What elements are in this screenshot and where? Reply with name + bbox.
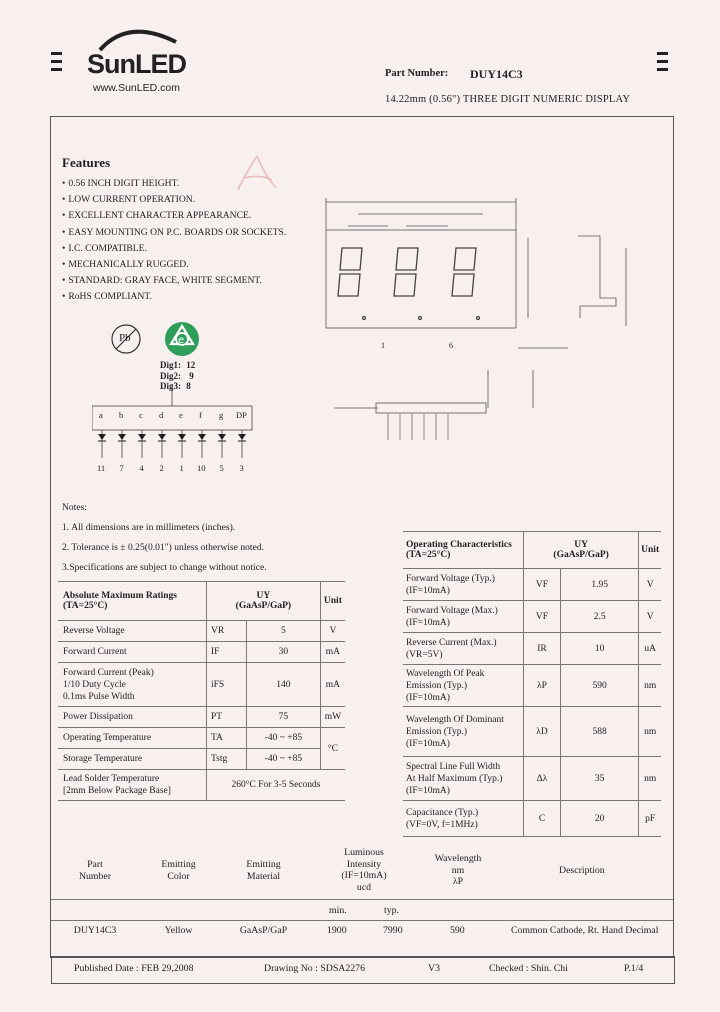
digit-pin: 12: [186, 360, 196, 370]
value: 2.5: [561, 601, 639, 633]
pin-number-label: 4: [139, 463, 144, 473]
symbol: iFS: [207, 663, 247, 707]
features-title: Features: [62, 155, 111, 170]
unit: mW: [320, 707, 345, 728]
col-unit: Unit: [320, 582, 345, 621]
unit: nm: [639, 665, 661, 707]
header-wave: Wavelength: [434, 853, 482, 864]
website: www.SunLED.com: [93, 82, 180, 94]
abs-max-condition: (TA=25°C): [63, 601, 108, 611]
value: 10: [561, 633, 639, 665]
param: Forward Voltage (Max.): [406, 605, 498, 616]
symbol: λP: [524, 665, 561, 707]
solder-param: Lead Solder Temperature: [63, 774, 160, 784]
unit: V: [320, 621, 345, 642]
features-list: [62, 178, 286, 308]
segment-label: DP: [236, 410, 247, 420]
right-header-bars: [657, 52, 668, 76]
segment-box: [92, 406, 252, 430]
unit: mA: [320, 642, 345, 663]
feature-item: • LOW CURRENT OPERATION.: [62, 194, 286, 205]
header-wave: λP: [452, 876, 464, 887]
unit: mA: [320, 663, 345, 707]
notes-title: Notes:: [62, 502, 88, 513]
brand-name: SunLED: [87, 49, 186, 79]
row-wave: 590: [450, 925, 465, 936]
op-char-condition: (TA=25°C): [406, 550, 451, 560]
feature-item: • EASY MOUNTING ON P.C. BOARDS OR SOCKETS.: [62, 227, 286, 238]
header-desc: Description: [559, 865, 605, 876]
value: 5: [247, 621, 321, 642]
pb-free-icon: [110, 323, 142, 355]
param: Storage Temperature: [58, 749, 207, 770]
param: (IF=10mA): [406, 617, 450, 628]
diode-icon: [158, 434, 166, 440]
note-item: 2. Tolerance is ± 0.25(0.01") unless otherwise noted.: [62, 542, 265, 553]
note-item: 3.Specifications are subject to change without notice.: [62, 562, 267, 573]
digit-label: Dig3:: [160, 381, 181, 391]
sub-min: min.: [329, 905, 347, 916]
value: 30: [247, 642, 321, 663]
row-typ: 7990: [383, 925, 403, 936]
symbol: VF: [524, 601, 561, 633]
feature-item: • STANDARD: GRAY FACE, WHITE SEGMENT.: [62, 275, 286, 286]
diode-icon: [98, 434, 106, 440]
symbol: IF: [207, 642, 247, 663]
segment-label: e: [179, 410, 183, 420]
header-part: Part: [87, 859, 103, 870]
pin-number-label: 2: [159, 463, 164, 473]
pin-number-label: 10: [197, 463, 206, 473]
header-part: Number: [78, 871, 112, 882]
symbol: C: [524, 801, 561, 837]
unit: °C: [320, 728, 345, 770]
segment-label: d: [159, 410, 164, 420]
sub-typ: typ.: [384, 905, 399, 916]
diode-icon: [178, 434, 186, 440]
segment-label: b: [119, 410, 124, 420]
svg-text:e: e: [178, 335, 185, 346]
drawing-number: Drawing No : SDSA2276: [264, 963, 365, 974]
segment-label: c: [139, 410, 143, 420]
param: (IF=10mA): [406, 692, 450, 703]
segment-label: a: [99, 410, 103, 420]
symbol: Tstg: [207, 749, 247, 770]
op-char-title: Operating Characteristics: [406, 540, 512, 550]
pin-1-label: 1: [381, 341, 385, 350]
checked-by: Checked : Shin. Chi: [489, 963, 568, 974]
row-min: 1900: [327, 925, 347, 936]
package-outline-drawing: [318, 178, 638, 448]
diode-icon: [218, 434, 226, 440]
unit: nm: [639, 707, 661, 757]
solder-param: [2mm Below Package Base]: [63, 786, 171, 796]
page-number: P.1/4: [624, 963, 644, 974]
param: Emission (Typ.): [406, 680, 468, 691]
unit: uA: [639, 633, 661, 665]
pin-number-label: 11: [97, 463, 106, 473]
watermark-icon: [232, 152, 282, 197]
param: Wavelength Of Peak: [406, 668, 485, 679]
footer: [51, 956, 675, 984]
param: Forward Voltage (Typ.): [406, 573, 495, 584]
segment-label: g: [219, 410, 224, 420]
value: 1.95: [561, 569, 639, 601]
feature-item: • I.C. COMPATIBLE.: [62, 243, 286, 254]
diode-icon: [238, 434, 246, 440]
value: 20: [561, 801, 639, 837]
row-material: GaAsP/GaP: [239, 925, 288, 936]
symbol: TA: [207, 728, 247, 749]
package-drawing: [318, 178, 638, 448]
circuit-schematic: [92, 384, 262, 474]
feature-item: • EXCELLENT CHARACTER APPEARANCE.: [62, 210, 286, 221]
digit-label: Dig1:: [160, 360, 181, 370]
diode-icon: [118, 434, 126, 440]
value: -40 ~ +85: [247, 728, 321, 749]
symbol: VR: [207, 621, 247, 642]
header-color: Color: [167, 871, 190, 882]
value: 140: [247, 663, 321, 707]
param: Forward Current: [58, 642, 207, 663]
param: (IF=10mA): [406, 785, 450, 796]
segment-label: f: [199, 410, 202, 420]
digit-pin: 8: [186, 381, 191, 391]
value: 590: [561, 665, 639, 707]
header-material: Material: [246, 871, 281, 882]
col-uy: UY: [574, 540, 588, 550]
pin-number-label: 3: [239, 463, 244, 473]
param: Operating Temperature: [58, 728, 207, 749]
col-uy: UY: [256, 591, 271, 601]
param: Forward Current (Peak): [63, 667, 154, 678]
left-header-bars: [51, 52, 62, 76]
unit: V: [639, 601, 661, 633]
feature-item: • RoHS COMPLIANT.: [62, 291, 286, 302]
value: -40 ~ +85: [247, 749, 321, 770]
row-part: DUY14C3: [73, 925, 117, 936]
operating-characteristics-table: [403, 531, 661, 837]
header-lum: ucd: [356, 881, 372, 893]
version: V3: [428, 963, 440, 974]
param: Power Dissipation: [58, 707, 207, 728]
header-lum: Luminous: [344, 847, 384, 858]
abs-max-ratings-table: [58, 581, 345, 801]
header-color: Emitting: [161, 859, 196, 870]
diode-icon: [198, 434, 206, 440]
feature-item: • 0.56 INCH DIGIT HEIGHT.: [62, 178, 286, 189]
symbol: PT: [207, 707, 247, 728]
digit-label: Dig2:: [160, 370, 181, 381]
header-lum: (IF=10mA): [341, 870, 387, 881]
param: Reverse Current (Max.): [406, 637, 497, 648]
selection-guide: [51, 843, 673, 948]
feature-item: • MECHANICALLY RUGGED.: [62, 259, 286, 270]
solder-value: 260°C For 3-5 Seconds: [207, 770, 346, 801]
param: Emission (Typ.): [406, 726, 468, 737]
row-color: Yellow: [164, 925, 193, 936]
header-wave: nm: [451, 864, 465, 876]
digit-pin: 9: [189, 370, 194, 381]
pin-6-label: 6: [449, 341, 453, 350]
diode-icon: [138, 434, 146, 440]
param: (IF=10mA): [406, 738, 450, 749]
unit: V: [639, 569, 661, 601]
param: At Half Maximum (Typ.): [406, 773, 503, 784]
pin-number-label: 5: [219, 463, 224, 473]
symbol: VF: [524, 569, 561, 601]
header-material: Emitting: [246, 859, 281, 870]
pin-number-label: 7: [119, 463, 124, 473]
param: Reverse Voltage: [58, 621, 207, 642]
pin-number-label: 1: [179, 463, 184, 473]
unit: pF: [639, 801, 661, 837]
circuit-diagram: [92, 384, 262, 474]
param: Capacitance (Typ.): [406, 807, 479, 818]
param: Wavelength Of Dominant: [406, 714, 504, 725]
symbol: λD: [524, 707, 561, 757]
part-number-label: Part Number:: [385, 68, 449, 79]
param: 1/10 Duty Cycle: [63, 679, 126, 690]
param: (VR=5V): [406, 649, 443, 660]
abs-max-title: Absolute Maximum Ratings: [63, 591, 178, 601]
value: 588: [561, 707, 639, 757]
col-material: (GaAsP/GaP): [235, 601, 292, 611]
part-number: DUY14C3: [470, 67, 523, 81]
published-date: Published Date : FEB 29,2008: [74, 963, 194, 974]
product-subtitle: 14.22mm (0.56") THREE DIGIT NUMERIC DISPLAY: [385, 94, 631, 105]
col-material: (GaAsP/GaP): [553, 550, 609, 560]
col-unit: Unit: [639, 532, 661, 569]
param: (IF=10mA): [406, 585, 450, 596]
pb-text: Pb: [119, 332, 131, 344]
param: (VF=0V, f=1MHz): [406, 819, 478, 830]
value: 35: [561, 757, 639, 801]
note-item: 1. All dimensions are in millimeters (inches).: [62, 522, 236, 533]
row-desc: Common Cathode, Rt. Hand Decimal: [511, 925, 659, 936]
notes: [62, 502, 267, 582]
value: 75: [247, 707, 321, 728]
symbol: IR: [524, 633, 561, 665]
rohs-recycle-icon: [163, 320, 201, 361]
unit: nm: [639, 757, 661, 801]
symbol: Δλ: [524, 757, 561, 801]
param: Spectral Line Full Width: [406, 761, 501, 772]
header-lum: Intensity: [346, 858, 382, 870]
param: 0.1ms Pulse Width: [63, 691, 135, 702]
